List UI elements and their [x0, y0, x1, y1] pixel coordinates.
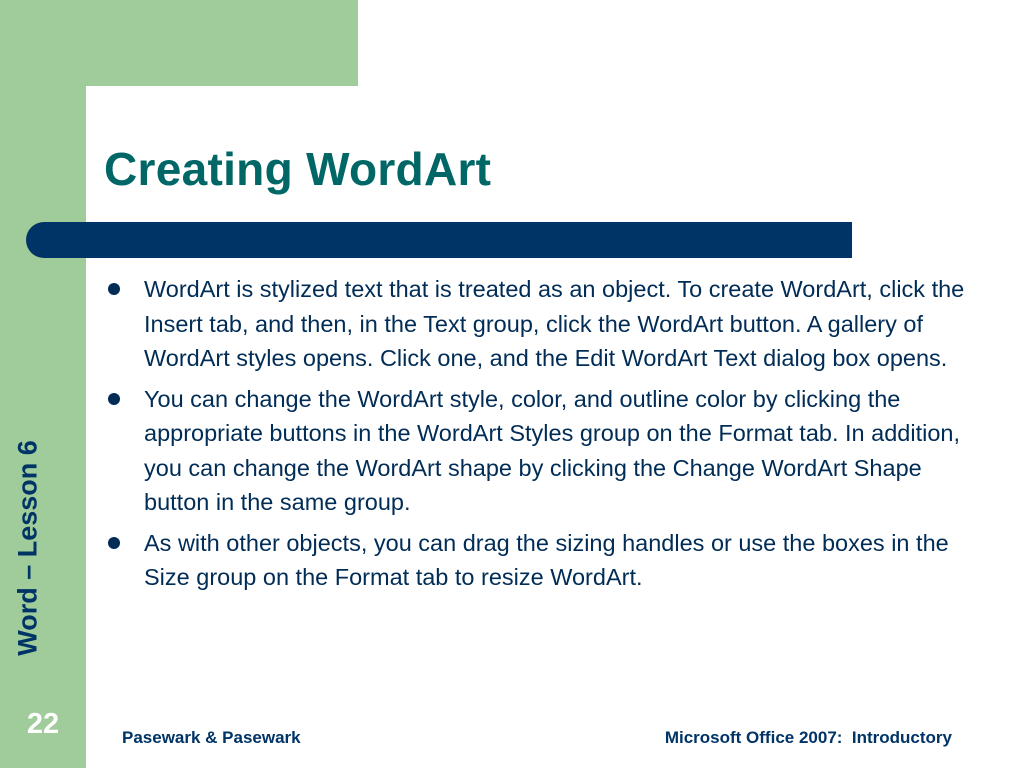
bullet-text: WordArt is stylized text that is treated as an object. To create WordArt, click the Insert tab, and then, in the Text group, click the WordArt button. A gallery of WordArt styles opens. Click one, and the Edit WordArt Text dialog box opens. [144, 276, 965, 371]
bullet-text: As with other objects, you can drag the sizing handles or use the boxes in the Size group on the Format tab to resize WordArt. [144, 529, 949, 590]
title-underline-bar [26, 222, 852, 258]
bullet-list [104, 272, 974, 601]
bullet-dot-icon [108, 537, 120, 549]
bullet-item [104, 526, 974, 595]
bullet-item [104, 382, 974, 520]
top-green-band [0, 0, 358, 86]
footer-author: Pasewark & Pasewark [122, 728, 301, 747]
bullet-dot-icon [108, 283, 120, 295]
slide-number: 22 [26, 708, 60, 740]
bullet-text: You can change the WordArt style, color, and outline color by clicking the appropriate buttons in the WordArt Styles group on the Format tab. In addition, you can change the WordArt shape by clicking the Change WordArt Shape button in the same group. [144, 385, 961, 515]
bullet-dot-icon [108, 393, 120, 405]
footer-course: Microsoft Office 2007: Introductory [664, 728, 952, 747]
bullet-item [104, 272, 974, 376]
lesson-label: Word – Lesson 6 [12, 440, 43, 656]
slide-title: Creating WordArt [104, 143, 492, 195]
